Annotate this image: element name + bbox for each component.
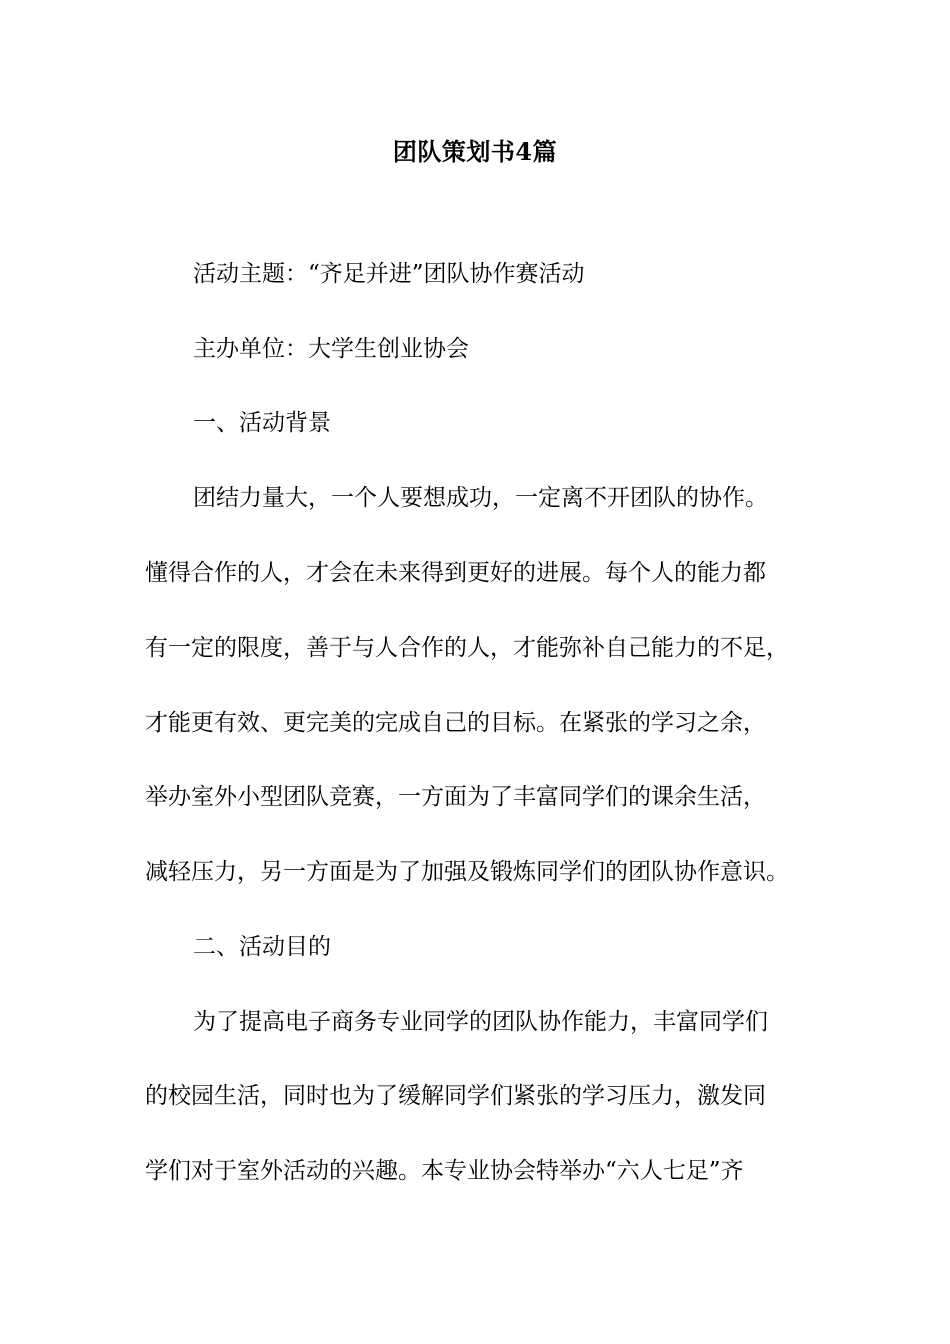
organizer-line: 主办单位：大学生创业协会: [193, 336, 469, 362]
paragraph-line: 懂得合作的人，才会在未来得到更好的进展。每个人的能力都: [145, 560, 766, 586]
section-heading-background: 一、活动背景: [193, 410, 331, 436]
paragraph-line: 减轻压力，另一方面是为了加强及锻炼同学们的团队协作意识。: [145, 859, 789, 885]
paragraph-line: 为了提高电子商务专业同学的团队协作能力，丰富同学们: [193, 1009, 768, 1035]
paragraph-line: 的校园生活，同时也为了缓解同学们紧张的学习压力，激发同: [145, 1083, 766, 1109]
paragraph-line: 有一定的限度，善于与人合作的人，才能弥补自己能力的不足，: [145, 635, 789, 661]
document-title: 团队策划书4篇: [392, 137, 558, 166]
paragraph-line: 才能更有效、更完美的完成自己的目标。在紧张的学习之余，: [145, 710, 766, 736]
paragraph-line: 学们对于室外活动的兴趣。本专业协会特举办“六人七足”齐: [145, 1158, 744, 1184]
activity-theme-line: 活动主题：“齐足并进”团队协作赛活动: [193, 261, 585, 287]
paragraph-line: 团结力量大，一个人要想成功，一定离不开团队的协作。: [193, 485, 768, 511]
section-heading-purpose: 二、活动目的: [193, 934, 331, 960]
paragraph-line: 举办室外小型团队竞赛，一方面为了丰富同学们的课余生活，: [145, 784, 766, 810]
